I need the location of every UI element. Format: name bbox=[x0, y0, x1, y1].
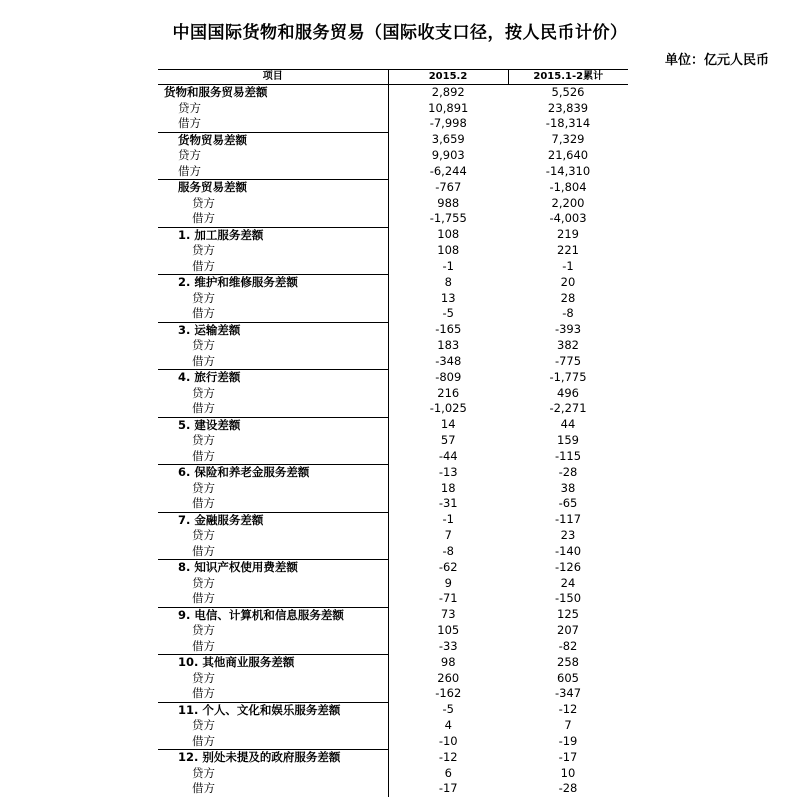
unit-label: 单位：亿元人民币 bbox=[664, 53, 769, 68]
value-current-month: -5 bbox=[442, 702, 454, 717]
value-current-month: -10 bbox=[438, 733, 458, 748]
value-cumulative: 24 bbox=[560, 575, 576, 590]
table-row bbox=[158, 370, 628, 386]
table-row bbox=[158, 639, 628, 655]
table-row bbox=[158, 211, 628, 227]
row-label: 借方 bbox=[158, 496, 388, 512]
value-cumulative: -775 bbox=[554, 353, 582, 368]
value-current-month: -165 bbox=[435, 322, 462, 337]
table-row bbox=[158, 101, 628, 117]
table-row bbox=[158, 275, 628, 291]
value-cumulative: 125 bbox=[557, 607, 579, 622]
row-label: 12. 别处未提及的政府服务差额 bbox=[158, 750, 388, 766]
trade-table bbox=[158, 69, 628, 797]
value-cumulative: 605 bbox=[557, 670, 579, 685]
row-label: 贷方 bbox=[158, 766, 388, 782]
value-cumulative: -1 bbox=[562, 258, 574, 273]
table-row bbox=[158, 481, 628, 497]
table-row bbox=[158, 196, 628, 212]
row-label: 贷方 bbox=[158, 101, 388, 117]
row-label: 3. 运输差额 bbox=[158, 322, 388, 338]
value-cumulative: -140 bbox=[554, 543, 582, 558]
value-cumulative: -150 bbox=[554, 591, 582, 606]
value-current-month: -71 bbox=[438, 591, 458, 606]
table-row bbox=[158, 401, 628, 417]
value-cumulative: -14,310 bbox=[545, 163, 591, 178]
value-current-month: -8 bbox=[442, 543, 454, 558]
row-label: 贷方 bbox=[158, 481, 388, 497]
value-current-month: -13 bbox=[438, 464, 458, 479]
value-cumulative: -17 bbox=[558, 749, 578, 764]
table-row bbox=[158, 322, 628, 338]
row-label: 服务贸易差额 bbox=[158, 180, 388, 196]
row-label: 8. 知识产权使用费差额 bbox=[158, 560, 388, 576]
row-label: 借方 bbox=[158, 259, 388, 275]
table-row bbox=[158, 512, 628, 528]
table-row bbox=[158, 750, 628, 766]
value-current-month: 108 bbox=[437, 227, 460, 242]
value-current-month: -348 bbox=[435, 353, 462, 368]
value-cumulative: 496 bbox=[557, 385, 579, 400]
table-row bbox=[158, 291, 628, 307]
value-current-month: -1 bbox=[442, 258, 454, 273]
row-label: 借方 bbox=[158, 211, 388, 227]
row-label: 贷方 bbox=[158, 196, 388, 212]
table-row bbox=[158, 338, 628, 354]
value-current-month: 183 bbox=[437, 338, 460, 352]
row-label: 货物贸易差额 bbox=[158, 132, 388, 148]
table-row bbox=[158, 528, 628, 544]
table-row bbox=[158, 386, 628, 402]
value-cumulative: -4,003 bbox=[549, 211, 587, 226]
row-label: 贷方 bbox=[158, 338, 388, 354]
table-row bbox=[158, 132, 628, 148]
value-current-month: 9,903 bbox=[431, 148, 465, 162]
table-row bbox=[158, 781, 628, 797]
table-row bbox=[158, 607, 628, 623]
row-label: 借方 bbox=[158, 544, 388, 560]
value-current-month: 10,891 bbox=[428, 100, 469, 115]
row-label: 贷方 bbox=[158, 671, 388, 687]
value-current-month: 105 bbox=[437, 623, 460, 637]
column-header-current-month: 2015.2 bbox=[388, 70, 508, 85]
table-row bbox=[158, 306, 628, 322]
value-current-month: 7 bbox=[444, 528, 452, 542]
table-header-row bbox=[158, 70, 628, 85]
table-row bbox=[158, 354, 628, 370]
value-current-month: 216 bbox=[437, 385, 460, 400]
table-row bbox=[158, 623, 628, 639]
row-label: 5. 建设差额 bbox=[158, 417, 388, 433]
value-cumulative: 23,839 bbox=[547, 100, 589, 115]
row-label: 6. 保险和养老金服务差额 bbox=[158, 465, 388, 481]
table-row bbox=[158, 449, 628, 465]
column-header-item: 项目 bbox=[158, 70, 388, 85]
value-current-month: 13 bbox=[440, 290, 456, 305]
value-current-month: -1 bbox=[442, 512, 454, 527]
row-label: 贷方 bbox=[158, 528, 388, 544]
row-label: 贷方 bbox=[158, 243, 388, 259]
value-current-month: 14 bbox=[440, 417, 456, 432]
column-header-cumulative: 2015.1-2累计 bbox=[508, 70, 628, 85]
value-current-month: 2,892 bbox=[431, 85, 465, 99]
value-cumulative: 2,200 bbox=[551, 195, 585, 210]
row-label: 借方 bbox=[158, 591, 388, 607]
value-current-month: 3,659 bbox=[431, 132, 465, 147]
table-row bbox=[158, 576, 628, 592]
table-row bbox=[158, 671, 628, 687]
row-label: 7. 金融服务差额 bbox=[158, 512, 388, 528]
value-current-month: 8 bbox=[444, 274, 452, 289]
row-label: 货物和服务贸易差额 bbox=[158, 85, 388, 101]
table-row bbox=[158, 85, 628, 101]
value-current-month: -5 bbox=[442, 306, 454, 321]
value-cumulative: -28 bbox=[558, 464, 578, 479]
value-current-month: -44 bbox=[438, 448, 458, 463]
row-label: 借方 bbox=[158, 781, 388, 797]
value-current-month: 57 bbox=[440, 433, 456, 447]
table-row bbox=[158, 560, 628, 576]
table-row bbox=[158, 116, 628, 132]
value-cumulative: 221 bbox=[557, 243, 579, 257]
value-current-month: 18 bbox=[440, 480, 456, 495]
value-cumulative: -28 bbox=[558, 781, 578, 795]
table-row bbox=[158, 544, 628, 560]
table-row bbox=[158, 718, 628, 734]
value-cumulative: -82 bbox=[558, 638, 578, 653]
row-label: 借方 bbox=[158, 164, 388, 180]
value-current-month: 9 bbox=[444, 575, 452, 590]
value-current-month: 6 bbox=[444, 765, 452, 780]
value-current-month: -1,755 bbox=[429, 211, 467, 226]
value-current-month: -17 bbox=[438, 781, 458, 795]
value-current-month: -1,025 bbox=[429, 401, 467, 416]
value-current-month: 260 bbox=[437, 670, 460, 685]
row-label: 借方 bbox=[158, 116, 388, 132]
row-label: 贷方 bbox=[158, 576, 388, 592]
value-current-month: -809 bbox=[435, 369, 462, 384]
value-cumulative: -18,314 bbox=[545, 116, 591, 131]
table-row bbox=[158, 734, 628, 750]
value-current-month: -7,998 bbox=[429, 116, 467, 131]
value-cumulative: 28 bbox=[560, 290, 576, 305]
value-cumulative: -1,804 bbox=[549, 179, 587, 194]
value-cumulative: 5,526 bbox=[551, 85, 585, 99]
table-row bbox=[158, 686, 628, 702]
value-cumulative: -19 bbox=[558, 733, 578, 748]
row-label: 贷方 bbox=[158, 623, 388, 639]
row-label: 借方 bbox=[158, 734, 388, 750]
table-row bbox=[158, 227, 628, 243]
table-title: 中国国际货物和服务贸易（国际收支口径，按人民币计价） bbox=[172, 23, 628, 43]
row-label: 9. 电信、计算机和信息服务差额 bbox=[158, 607, 388, 623]
value-cumulative: 7,329 bbox=[551, 132, 585, 147]
value-current-month: 988 bbox=[437, 195, 460, 210]
value-cumulative: -8 bbox=[562, 306, 574, 321]
row-label: 借方 bbox=[158, 306, 388, 322]
row-label: 1. 加工服务差额 bbox=[158, 227, 388, 243]
value-current-month: -162 bbox=[435, 686, 462, 701]
row-label: 2. 维护和维修服务差额 bbox=[158, 275, 388, 291]
table-row bbox=[158, 496, 628, 512]
value-current-month: 98 bbox=[440, 654, 456, 669]
value-cumulative: -126 bbox=[554, 559, 582, 574]
row-label: 11. 个人、文化和娱乐服务差额 bbox=[158, 702, 388, 718]
row-label: 贷方 bbox=[158, 386, 388, 402]
value-cumulative: 38 bbox=[560, 480, 576, 495]
table-row bbox=[158, 591, 628, 607]
row-label: 借方 bbox=[158, 354, 388, 370]
value-cumulative: -2,271 bbox=[549, 401, 587, 416]
row-label: 4. 旅行差额 bbox=[158, 370, 388, 386]
value-current-month: -33 bbox=[438, 638, 458, 653]
value-cumulative: 207 bbox=[557, 623, 579, 637]
row-label: 借方 bbox=[158, 401, 388, 417]
value-cumulative: 159 bbox=[557, 433, 579, 447]
table-row bbox=[158, 433, 628, 449]
value-current-month: 108 bbox=[437, 243, 460, 257]
value-cumulative: -347 bbox=[554, 686, 582, 701]
table-row bbox=[158, 180, 628, 196]
table-row bbox=[158, 417, 628, 433]
table-row bbox=[158, 259, 628, 275]
value-cumulative: -65 bbox=[558, 496, 578, 511]
row-label: 贷方 bbox=[158, 718, 388, 734]
table-body bbox=[158, 85, 628, 797]
value-current-month: -31 bbox=[438, 496, 458, 511]
value-current-month: 4 bbox=[444, 718, 452, 732]
value-cumulative: -393 bbox=[554, 322, 582, 337]
row-label: 借方 bbox=[158, 449, 388, 465]
value-cumulative: 258 bbox=[557, 654, 579, 669]
table-row bbox=[158, 766, 628, 782]
table-row bbox=[158, 655, 628, 671]
table-row bbox=[158, 164, 628, 180]
value-cumulative: -1,775 bbox=[549, 369, 587, 384]
value-cumulative: 382 bbox=[557, 338, 579, 352]
row-label: 10. 其他商业服务差额 bbox=[158, 655, 388, 671]
value-cumulative: -115 bbox=[554, 448, 582, 463]
value-cumulative: -12 bbox=[558, 702, 578, 717]
row-label: 借方 bbox=[158, 686, 388, 702]
value-current-month: -767 bbox=[435, 179, 462, 194]
value-cumulative: 44 bbox=[560, 417, 576, 432]
table-row bbox=[158, 465, 628, 481]
table-row bbox=[158, 148, 628, 164]
table-row bbox=[158, 243, 628, 259]
value-cumulative: 7 bbox=[564, 718, 572, 732]
value-cumulative: -117 bbox=[554, 512, 582, 527]
row-label: 借方 bbox=[158, 639, 388, 655]
table-row bbox=[158, 702, 628, 718]
value-cumulative: 23 bbox=[560, 528, 576, 542]
value-current-month: -62 bbox=[438, 559, 458, 574]
value-cumulative: 20 bbox=[560, 274, 576, 289]
value-current-month: -12 bbox=[438, 749, 458, 764]
value-cumulative: 219 bbox=[557, 227, 579, 242]
value-cumulative: 10 bbox=[560, 765, 576, 780]
row-label: 贷方 bbox=[158, 148, 388, 164]
row-label: 贷方 bbox=[158, 291, 388, 307]
value-cumulative: 21,640 bbox=[547, 148, 589, 162]
value-current-month: 73 bbox=[440, 607, 456, 622]
value-current-month: -6,244 bbox=[429, 163, 467, 178]
row-label: 贷方 bbox=[158, 433, 388, 449]
